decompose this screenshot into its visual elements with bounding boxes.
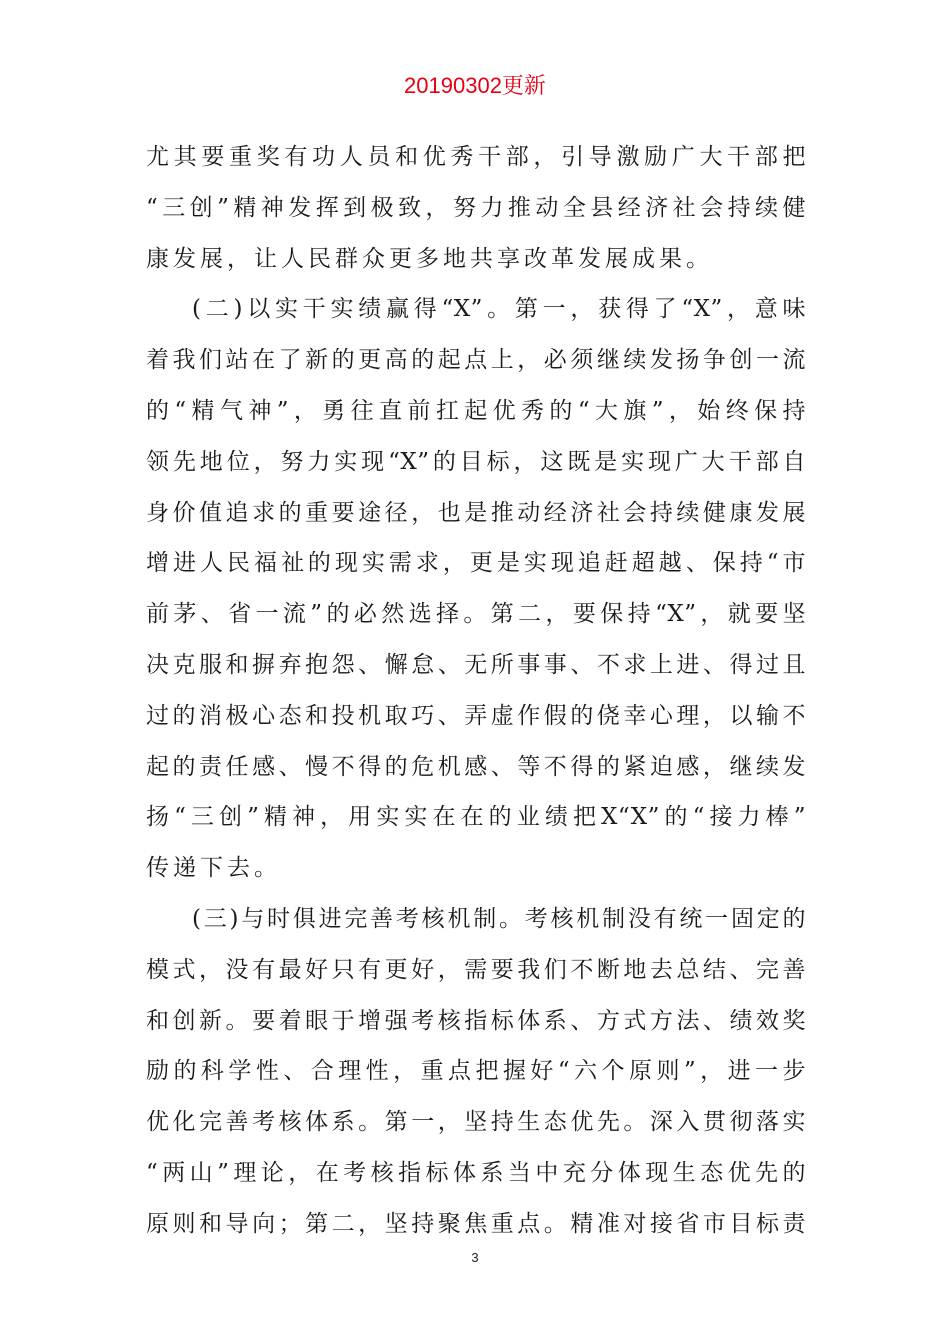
text-line: 领先地位，努力实现“X”的目标，这既是实现广大干部自 bbox=[146, 448, 806, 475]
text-line: 康发展，让人民群众更多地共享改革发展成果。 bbox=[146, 245, 713, 272]
text-line: 身价值追求的重要途径，也是推动经济社会持续健康发展 bbox=[146, 499, 806, 526]
page-header-title: 20190302更新 bbox=[404, 73, 546, 98]
document-body bbox=[146, 132, 806, 1250]
section-heading-line: (二)以实干实绩赢得“X”。第一，获得了“X”，意味 bbox=[192, 296, 806, 323]
section-heading-line: (三)与时俱进完善考核机制。考核机制没有统一固定的 bbox=[192, 905, 806, 932]
text-line: 决克服和摒弃抱怨、懈怠、无所事事、不求上进、得过且 bbox=[146, 651, 806, 678]
text-line: “三创”精神发挥到极致，努力推动全县经济社会持续健 bbox=[146, 194, 806, 221]
text-line: 传递下去。 bbox=[146, 855, 281, 882]
text-line: 励的科学性、合理性，重点把握好“六个原则”，进一步 bbox=[146, 1058, 806, 1085]
page-number: 3 bbox=[471, 1250, 479, 1265]
text-line: 着我们站在了新的更高的起点上，必须继续发扬争创一流 bbox=[146, 347, 806, 374]
text-line: 过的消极心态和投机取巧、弄虚作假的侥幸心理，以输不 bbox=[146, 702, 806, 729]
text-line: 的“精气神”，勇往直前扛起优秀的“大旗”，始终保持 bbox=[146, 397, 806, 424]
text-line: 增进人民福祉的现实需求，更是实现追赶超越、保持“市 bbox=[146, 550, 806, 577]
text-line: “两山”理论，在考核指标体系当中充分体现生态优先的 bbox=[146, 1159, 806, 1186]
text-line: 和创新。要着眼于增强考核指标体系、方式方法、绩效奖 bbox=[146, 1007, 806, 1034]
text-line: 尤其要重奖有功人员和优秀干部，引导激励广大干部把 bbox=[146, 144, 806, 170]
text-line: 起的责任感、慢不得的危机感、等不得的紧迫感，继续发 bbox=[146, 753, 806, 780]
text-line: 原则和导向；第二，坚持聚焦重点。精准对接省市目标责 bbox=[146, 1210, 806, 1237]
text-line: 前茅、省一流”的必然选择。第二，要保持“X”，就要坚 bbox=[146, 601, 806, 628]
text-line: 优化完善考核体系。第一，坚持生态优先。深入贯彻落实 bbox=[146, 1109, 806, 1136]
text-line: 模式，没有最好只有更好，需要我们不断地去总结、完善 bbox=[146, 956, 806, 983]
text-line: 扬“三创”精神，用实实在在的业绩把X“X”的“接力棒” bbox=[146, 804, 806, 831]
